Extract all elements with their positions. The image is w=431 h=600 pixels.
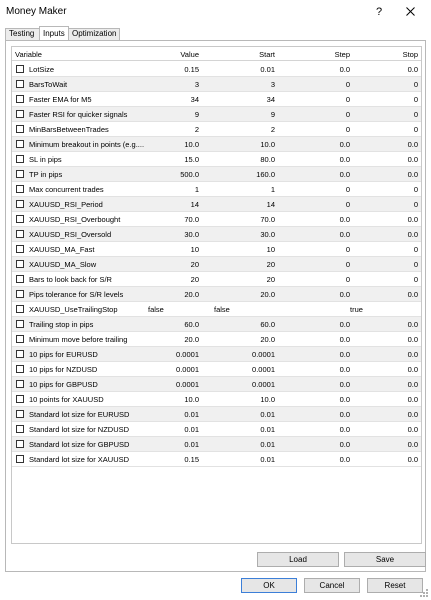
- start-cell[interactable]: 160.0: [256, 170, 275, 179]
- step-cell[interactable]: 0.0: [339, 350, 350, 359]
- value-cell[interactable]: 20.0: [184, 290, 199, 299]
- variable-name-cell: XAUUSD_MA_Fast: [29, 245, 95, 254]
- row-checkbox[interactable]: [16, 170, 24, 178]
- step-cell[interactable]: 0.0: [339, 425, 350, 434]
- table-row[interactable]: [12, 317, 421, 332]
- variable-name-cell: Standard lot size for NZDUSD: [29, 425, 130, 434]
- step-cell[interactable]: 0.0: [339, 380, 350, 389]
- value-cell[interactable]: 30.0: [184, 230, 199, 239]
- row-checkbox[interactable]: [16, 230, 24, 238]
- column-header-variable[interactable]: Variable: [15, 50, 42, 59]
- variable-name-cell: 10 points for XAUUSD: [29, 395, 104, 404]
- row-checkbox[interactable]: [16, 95, 24, 103]
- start-cell[interactable]: 0.01: [260, 65, 275, 74]
- value-cell[interactable]: 0.15: [184, 455, 199, 464]
- step-cell[interactable]: 0: [345, 275, 350, 284]
- table-row[interactable]: [12, 152, 421, 167]
- table-row[interactable]: [12, 392, 421, 407]
- stop-cell[interactable]: 0.0: [407, 455, 418, 464]
- value-cell[interactable]: 10: [190, 245, 199, 254]
- variable-name-cell: Faster EMA for M5: [29, 95, 92, 104]
- variable-name-cell: 10 pips for GBPUSD: [29, 380, 98, 389]
- tab-testing[interactable]: Testing: [5, 28, 40, 40]
- reset-button[interactable]: Reset: [367, 578, 423, 593]
- title-bar: [0, 0, 431, 24]
- table-row[interactable]: [12, 287, 421, 302]
- variable-name-cell: Minimum move before trailing: [29, 335, 128, 344]
- value-cell[interactable]: 0.0001: [176, 380, 199, 389]
- row-checkbox[interactable]: [16, 185, 24, 193]
- table-row[interactable]: [12, 407, 421, 422]
- row-checkbox[interactable]: [16, 80, 24, 88]
- step-cell[interactable]: 0: [345, 95, 350, 104]
- cancel-button[interactable]: Cancel: [304, 578, 360, 593]
- stop-cell[interactable]: 0: [413, 275, 418, 284]
- value-cell[interactable]: 3: [194, 80, 199, 89]
- value-cell[interactable]: 60.0: [184, 320, 199, 329]
- stop-cell[interactable]: 0: [413, 185, 418, 194]
- stop-cell[interactable]: 0.0: [407, 65, 418, 74]
- stop-cell[interactable]: 0.0: [407, 410, 418, 419]
- stop-cell[interactable]: 0: [413, 200, 418, 209]
- value-cell[interactable]: 0.15: [184, 65, 199, 74]
- variable-name-cell: Standard lot size for EURUSD: [29, 410, 130, 419]
- step-cell[interactable]: 0: [345, 185, 350, 194]
- step-cell[interactable]: 0.0: [339, 320, 350, 329]
- start-cell[interactable]: 20.0: [260, 290, 275, 299]
- start-cell[interactable]: 9: [270, 110, 275, 119]
- variable-name-cell: MinBarsBetweenTrades: [29, 125, 109, 134]
- value-cell[interactable]: 70.0: [184, 215, 199, 224]
- table-row[interactable]: [12, 242, 421, 257]
- inputs-panel: [5, 40, 426, 572]
- table-row[interactable]: [12, 62, 421, 77]
- step-cell[interactable]: 0.0: [339, 455, 350, 464]
- step-cell[interactable]: 0.0: [339, 440, 350, 449]
- stop-cell[interactable]: 0.0: [407, 440, 418, 449]
- row-checkbox[interactable]: [16, 440, 24, 448]
- variable-name-cell: Max concurrent trades: [29, 185, 104, 194]
- value-cell[interactable]: 34: [190, 95, 199, 104]
- start-cell[interactable]: 0.01: [260, 455, 275, 464]
- tab-optimization[interactable]: Optimization: [68, 28, 120, 40]
- row-checkbox[interactable]: [16, 350, 24, 358]
- table-row[interactable]: [12, 167, 421, 182]
- stop-cell[interactable]: 0.0: [407, 350, 418, 359]
- table-row[interactable]: [12, 227, 421, 242]
- value-cell[interactable]: false: [148, 305, 164, 314]
- variable-name-cell: XAUUSD_MA_Slow: [29, 260, 97, 269]
- table-row[interactable]: [12, 92, 421, 107]
- stop-cell[interactable]: 0: [413, 260, 418, 269]
- stop-cell[interactable]: 0.0: [407, 395, 418, 404]
- start-cell[interactable]: 20: [266, 260, 275, 269]
- table-row[interactable]: [12, 212, 421, 227]
- row-checkbox[interactable]: [16, 245, 24, 253]
- row-checkbox[interactable]: [16, 200, 24, 208]
- variable-name-cell: Trailing stop in pips: [29, 320, 94, 329]
- column-header-start[interactable]: Start: [259, 50, 275, 59]
- start-cell[interactable]: 20.0: [260, 335, 275, 344]
- table-row[interactable]: [12, 332, 421, 347]
- variable-name-cell: Faster RSI for quicker signals: [29, 110, 128, 119]
- start-cell[interactable]: 70.0: [260, 215, 275, 224]
- stop-cell[interactable]: 0.0: [407, 230, 418, 239]
- value-cell[interactable]: 0.01: [184, 425, 199, 434]
- start-cell[interactable]: 0.0001: [252, 365, 275, 374]
- start-cell[interactable]: 20: [266, 275, 275, 284]
- variable-name-cell: Standard lot size for XAUUSD: [29, 455, 130, 464]
- step-cell[interactable]: 0.0: [339, 155, 350, 164]
- variable-name-cell: XAUUSD_UseTrailingStop: [29, 305, 118, 314]
- stop-cell[interactable]: 0: [413, 80, 418, 89]
- stop-cell[interactable]: 0.0: [407, 215, 418, 224]
- step-cell[interactable]: 0: [345, 245, 350, 254]
- value-cell[interactable]: 20.0: [184, 335, 199, 344]
- start-cell[interactable]: 10.0: [260, 140, 275, 149]
- table-row[interactable]: [12, 107, 421, 122]
- step-cell[interactable]: 0: [345, 110, 350, 119]
- start-cell[interactable]: 80.0: [260, 155, 275, 164]
- step-cell[interactable]: 0.0: [339, 170, 350, 179]
- row-checkbox[interactable]: [16, 320, 24, 328]
- start-cell[interactable]: 0.01: [260, 440, 275, 449]
- value-cell[interactable]: 500.0: [180, 170, 199, 179]
- step-cell[interactable]: 0: [345, 260, 350, 269]
- table-row[interactable]: [12, 122, 421, 137]
- step-cell[interactable]: 0.0: [339, 335, 350, 344]
- stop-cell[interactable]: 0: [413, 95, 418, 104]
- value-cell[interactable]: 20: [190, 260, 199, 269]
- start-cell[interactable]: 3: [270, 80, 275, 89]
- start-cell[interactable]: 30.0: [260, 230, 275, 239]
- variable-name-cell: XAUUSD_RSI_Period: [29, 200, 103, 209]
- table-row[interactable]: [12, 422, 421, 437]
- stop-cell[interactable]: 0.0: [407, 365, 418, 374]
- stop-cell[interactable]: 0.0: [407, 140, 418, 149]
- variable-name-cell: XAUUSD_RSI_Overbought: [29, 215, 121, 224]
- row-checkbox[interactable]: [16, 125, 24, 133]
- step-cell[interactable]: 0.0: [339, 410, 350, 419]
- ok-button[interactable]: OK: [241, 578, 297, 593]
- value-cell[interactable]: 20: [190, 275, 199, 284]
- row-checkbox[interactable]: [16, 155, 24, 163]
- table-row[interactable]: [12, 362, 421, 377]
- row-checkbox[interactable]: [16, 455, 24, 463]
- start-cell[interactable]: 0.01: [260, 425, 275, 434]
- table-row[interactable]: [12, 77, 421, 92]
- variable-name-cell: 10 pips for EURUSD: [29, 350, 98, 359]
- row-checkbox[interactable]: [16, 410, 24, 418]
- value-cell[interactable]: 2: [194, 125, 199, 134]
- variable-name-cell: Pips tolerance for S/R levels: [29, 290, 124, 299]
- start-cell[interactable]: 34: [266, 95, 275, 104]
- start-cell[interactable]: 0.0001: [252, 380, 275, 389]
- stop-cell[interactable]: 0.0: [407, 170, 418, 179]
- step-cell[interactable]: 0.0: [339, 230, 350, 239]
- start-cell[interactable]: 10.0: [260, 395, 275, 404]
- start-cell[interactable]: 60.0: [260, 320, 275, 329]
- window-title: Money Maker: [6, 6, 67, 17]
- row-checkbox[interactable]: [16, 65, 24, 73]
- variable-name-cell: TP in pips: [29, 170, 63, 179]
- close-icon[interactable]: [402, 4, 418, 20]
- value-cell[interactable]: 10.0: [184, 140, 199, 149]
- variable-name-cell: BarsToWait: [29, 80, 68, 89]
- step-cell[interactable]: 0.0: [339, 395, 350, 404]
- row-checkbox[interactable]: [16, 215, 24, 223]
- start-cell[interactable]: false: [214, 305, 230, 314]
- step-cell[interactable]: 0.0: [339, 65, 350, 74]
- start-cell[interactable]: 2: [270, 125, 275, 134]
- row-checkbox[interactable]: [16, 425, 24, 433]
- help-icon[interactable]: ?: [375, 6, 383, 18]
- stop-cell[interactable]: 0.0: [407, 380, 418, 389]
- start-cell[interactable]: 0.0001: [252, 350, 275, 359]
- row-checkbox[interactable]: [16, 305, 24, 313]
- variable-name-cell: Bars to look back for S/R: [29, 275, 112, 284]
- table-row[interactable]: [12, 257, 421, 272]
- column-header-step[interactable]: Step: [334, 50, 350, 59]
- tab-inputs[interactable]: Inputs: [39, 26, 69, 41]
- row-checkbox[interactable]: [16, 260, 24, 268]
- start-cell[interactable]: 14: [266, 200, 275, 209]
- column-header-stop[interactable]: Stop: [402, 50, 418, 59]
- variable-name-cell: 10 pips for NZDUSD: [29, 365, 98, 374]
- table-row[interactable]: [12, 377, 421, 392]
- resize-grip-icon[interactable]: [420, 589, 428, 597]
- step-cell[interactable]: 0.0: [339, 290, 350, 299]
- value-cell[interactable]: 0.0001: [176, 365, 199, 374]
- row-checkbox[interactable]: [16, 290, 24, 298]
- variable-name-cell: Standard lot size for GBPUSD: [29, 440, 130, 449]
- value-cell[interactable]: 9: [194, 110, 199, 119]
- load-button[interactable]: Load: [257, 552, 339, 567]
- variable-name-cell: Minimum breakout in points (e.g....: [29, 140, 145, 149]
- value-cell[interactable]: 0.01: [184, 410, 199, 419]
- row-checkbox[interactable]: [16, 110, 24, 118]
- step-cell[interactable]: 0: [345, 200, 350, 209]
- table-row[interactable]: [12, 197, 421, 212]
- stop-cell[interactable]: 0.0: [407, 425, 418, 434]
- stop-cell[interactable]: 0.0: [407, 335, 418, 344]
- step-cell[interactable]: 0.0: [339, 215, 350, 224]
- table-row[interactable]: [12, 137, 421, 152]
- step-cell[interactable]: 0: [345, 80, 350, 89]
- stop-cell[interactable]: 0: [413, 110, 418, 119]
- step-cell[interactable]: 0.0: [339, 365, 350, 374]
- variable-name-cell: XAUUSD_RSI_Oversold: [29, 230, 112, 239]
- value-cell[interactable]: 15.0: [184, 155, 199, 164]
- table-row[interactable]: [12, 347, 421, 362]
- start-cell[interactable]: 0.01: [260, 410, 275, 419]
- save-button[interactable]: Save: [344, 552, 426, 567]
- inputs-table: [11, 46, 422, 544]
- column-header-value[interactable]: Value: [180, 50, 199, 59]
- row-checkbox[interactable]: [16, 380, 24, 388]
- stop-cell[interactable]: 0.0: [407, 290, 418, 299]
- value-cell[interactable]: 10.0: [184, 395, 199, 404]
- table-row[interactable]: [12, 272, 421, 287]
- stop-cell[interactable]: 0.0: [407, 155, 418, 164]
- table-row[interactable]: [12, 452, 421, 467]
- value-cell[interactable]: 14: [190, 200, 199, 209]
- row-checkbox[interactable]: [16, 365, 24, 373]
- start-cell[interactable]: 10: [266, 245, 275, 254]
- step-cell[interactable]: 0.0: [339, 140, 350, 149]
- stop-cell[interactable]: 0: [413, 245, 418, 254]
- variable-name-cell: SL in pips: [29, 155, 62, 164]
- table-row[interactable]: [12, 302, 421, 317]
- row-checkbox[interactable]: [16, 140, 24, 148]
- start-cell[interactable]: 1: [270, 185, 275, 194]
- row-checkbox[interactable]: [16, 335, 24, 343]
- value-cell[interactable]: 1: [194, 185, 199, 194]
- value-cell[interactable]: 0.01: [184, 440, 199, 449]
- table-row[interactable]: [12, 437, 421, 452]
- stop-cell[interactable]: 0: [413, 125, 418, 134]
- variable-name-cell: LotSize: [29, 65, 55, 74]
- row-checkbox[interactable]: [16, 395, 24, 403]
- table-header: [12, 47, 421, 61]
- stop-cell[interactable]: 0.0: [407, 320, 418, 329]
- table-row[interactable]: [12, 182, 421, 197]
- stop-cell[interactable]: true: [350, 305, 363, 314]
- step-cell[interactable]: 0: [345, 125, 350, 134]
- value-cell[interactable]: 0.0001: [176, 350, 199, 359]
- row-checkbox[interactable]: [16, 275, 24, 283]
